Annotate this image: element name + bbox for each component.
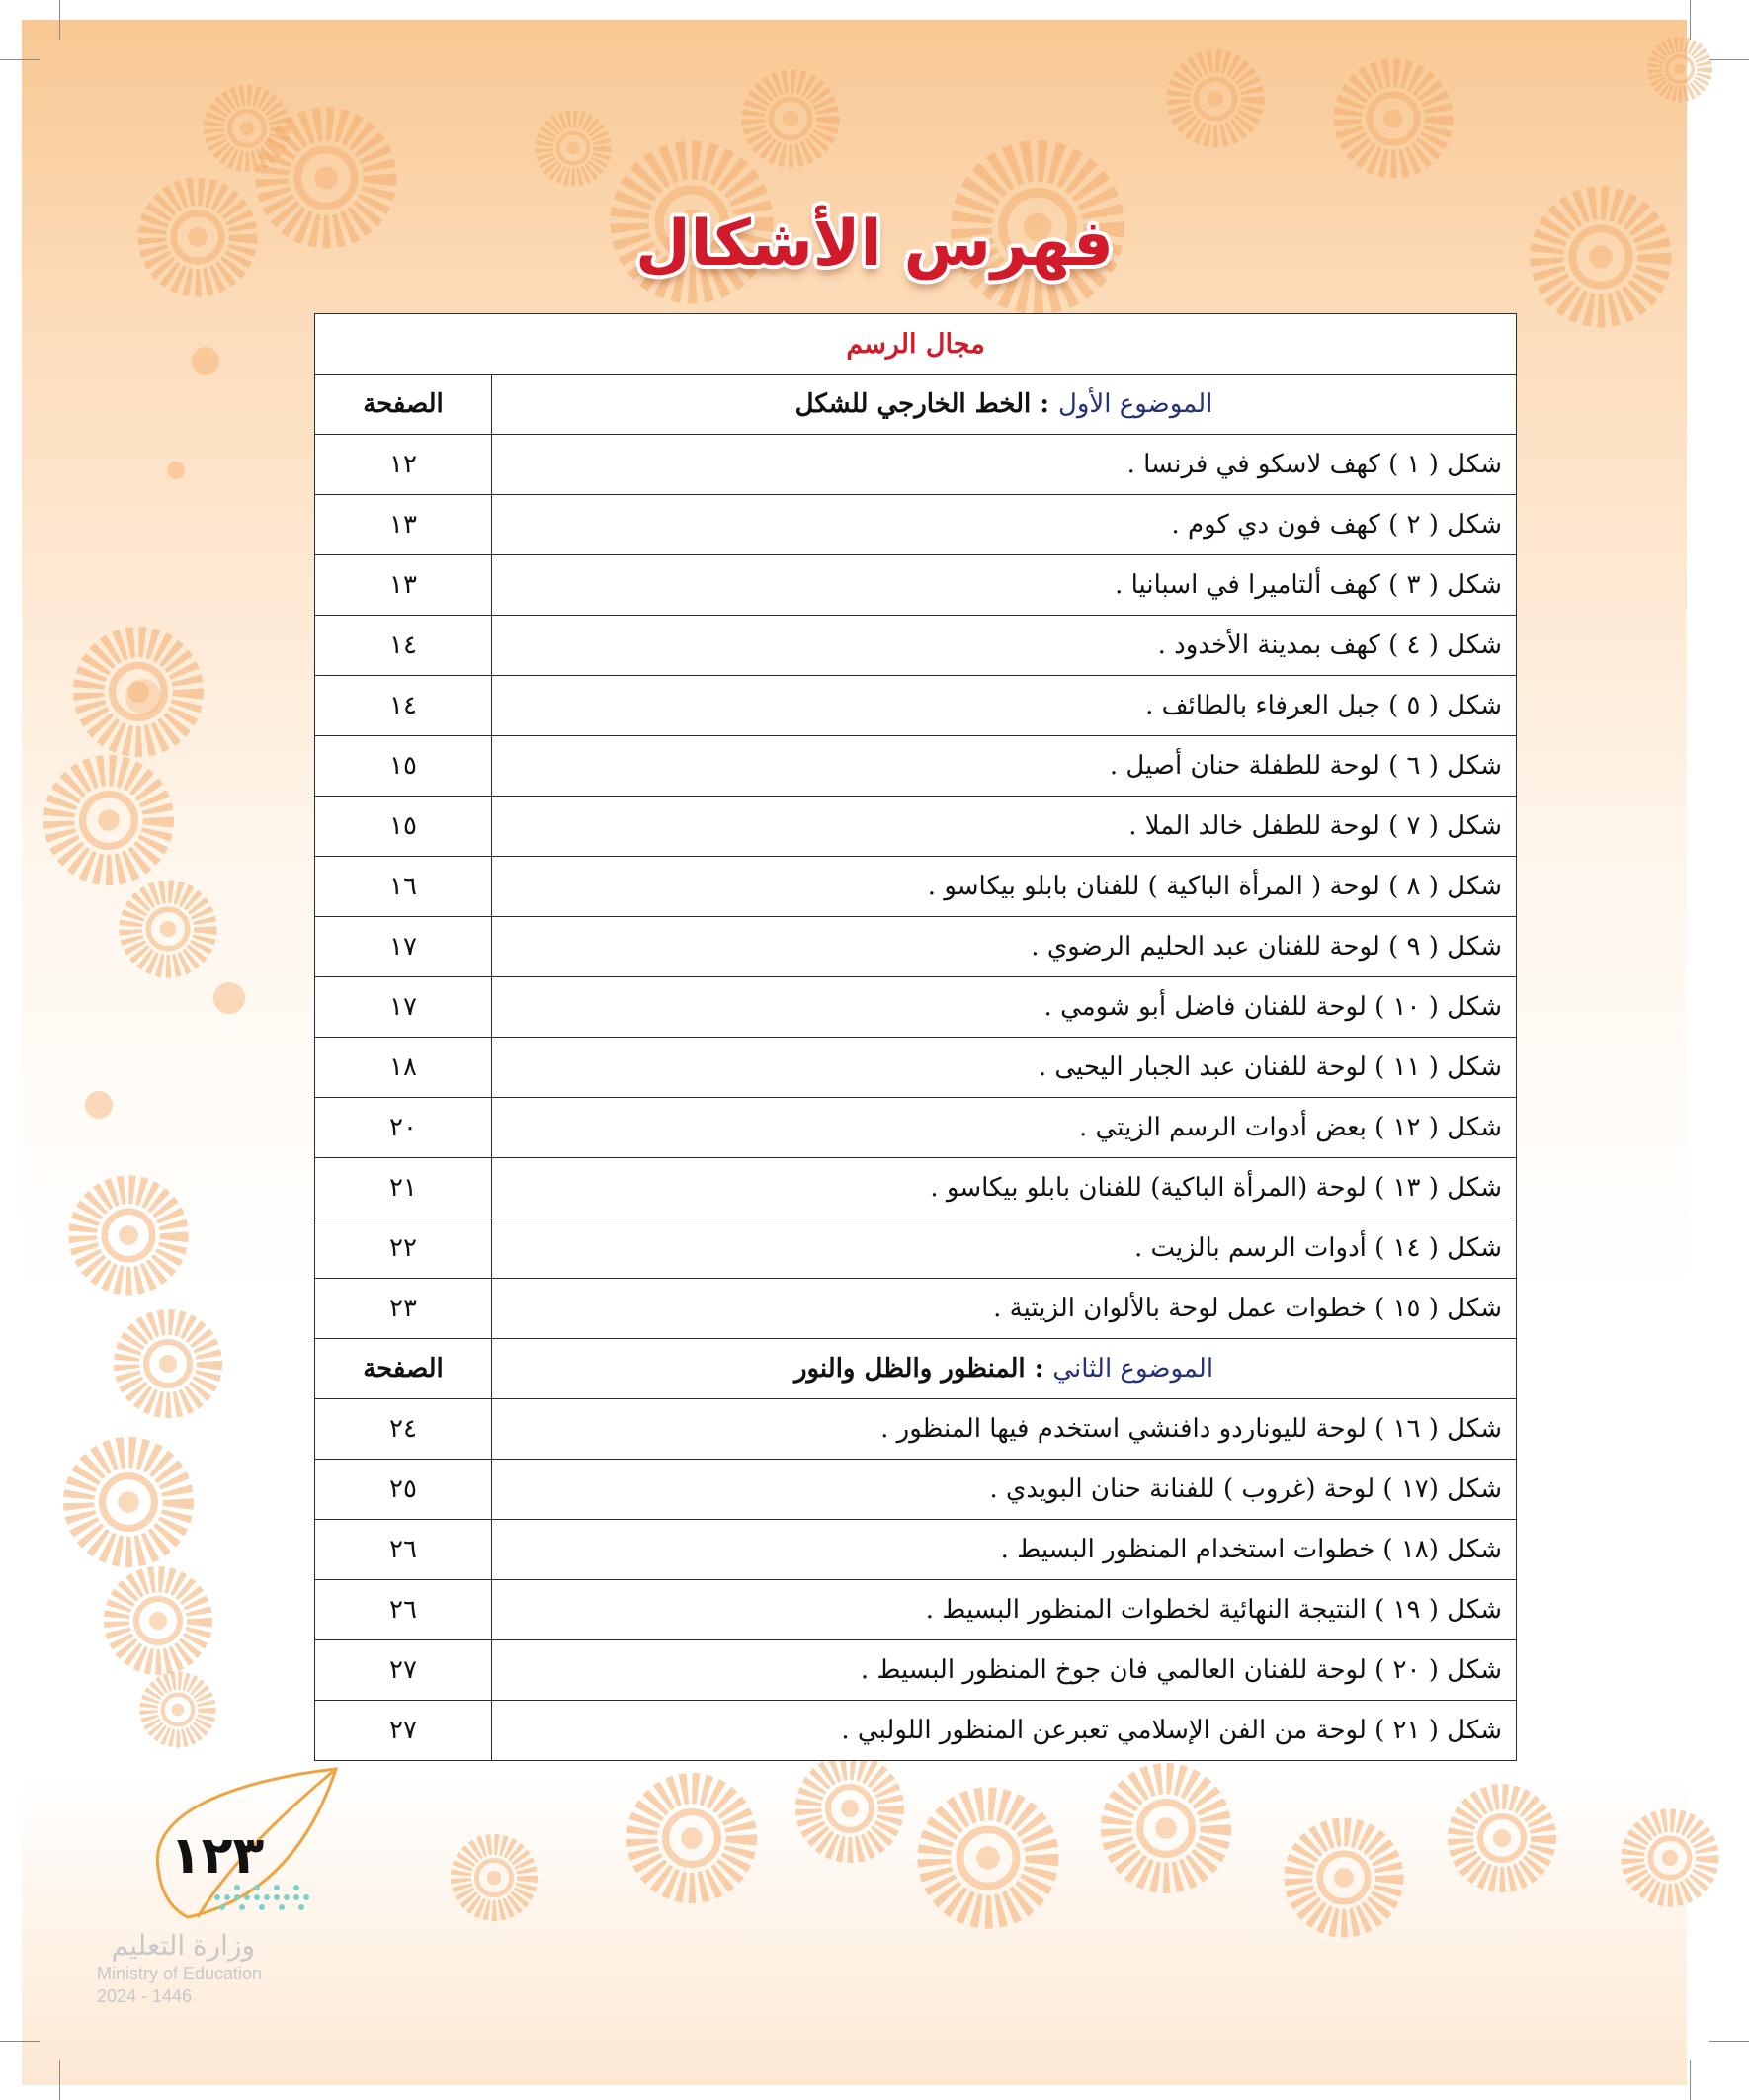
figure-page-number: ٢١ [315, 1158, 492, 1218]
figure-page-number: ١٥ [315, 736, 492, 797]
topic-prefix: الموضوع الأول [1057, 389, 1213, 419]
table-row [315, 1520, 1517, 1580]
figure-page-number: ٢٤ [315, 1399, 492, 1460]
figure-description: شكل ( ١٣ ) لوحة (المرأة الباكية) للفنان بابلو بيكاسو . [492, 1158, 1517, 1218]
figure-page-number: ٢٦ [315, 1580, 492, 1640]
figure-page-number: ١٦ [315, 857, 492, 917]
table-row [315, 1038, 1517, 1098]
domain-header-row [315, 314, 1517, 375]
figure-description: شكل ( ٢ ) كهف فون دي كوم . [492, 495, 1517, 555]
table-row [315, 1580, 1517, 1640]
table-row [315, 555, 1517, 616]
table-row [315, 797, 1517, 857]
figure-page-number: ٢٢ [315, 1218, 492, 1279]
table-row [315, 1158, 1517, 1218]
crop-mark [1690, 0, 1691, 40]
ministry-name-en: Ministry of Education [97, 1964, 263, 1983]
figure-description: شكل ( ٢٠ ) لوحة للفنان العالمي فان جوخ المنظور البسيط . [492, 1640, 1517, 1701]
table-row [315, 736, 1517, 797]
table-row [315, 616, 1517, 676]
figure-description: شكل ( ٧ ) لوحة للطفل خالد الملا . [492, 797, 1517, 857]
topic-header-row [315, 375, 1517, 435]
figure-description: شكل ( ١ ) كهف لاسكو في فرنسا . [492, 435, 1517, 495]
figure-description: شكل (١٧ ) لوحة (غروب ) للفنانة حنان البويدي . [492, 1460, 1517, 1520]
table-row [315, 857, 1517, 917]
figure-page-number: ١٥ [315, 797, 492, 857]
figure-description: شكل ( ٣ ) كهف ألتاميرا في اسبانيا . [492, 555, 1517, 616]
topic-name: المنظور والظل والنور [793, 1354, 1026, 1384]
figure-description: شكل ( ١١ ) لوحة للفنان عبد الجبار اليحيى . [492, 1038, 1517, 1098]
figure-page-number: ١٤ [315, 676, 492, 736]
table-row [315, 435, 1517, 495]
crop-mark [59, 0, 60, 40]
page-title: فهرس الأشكال [635, 208, 1114, 281]
figure-description: شكل ( ٢١ ) لوحة من الفن الإسلامي تعبرعن المنظور اللولبي . [492, 1701, 1517, 1761]
topic-prefix: الموضوع الثاني [1052, 1354, 1214, 1384]
ministry-name-ar: وزارة التعليم [111, 1930, 255, 1961]
table-row [315, 1279, 1517, 1339]
figure-description: شكل (١٨ ) خطوات استخدام المنظور البسيط . [492, 1520, 1517, 1580]
crop-mark [1709, 59, 1749, 60]
figure-page-number: ٢٧ [315, 1640, 492, 1701]
figure-description: شكل ( ١٥ ) خطوات عمل لوحة بالألوان الزيتية . [492, 1279, 1517, 1339]
table-row [315, 1399, 1517, 1460]
domain-header: مجال الرسم [315, 314, 1517, 375]
figure-description: شكل ( ٦ ) لوحة للطفلة حنان أصيل . [492, 736, 1517, 797]
figure-page-number: ٢٠ [315, 1098, 492, 1158]
figure-page-number: ٢٥ [315, 1460, 492, 1520]
table-row [315, 977, 1517, 1038]
figure-page-number: ١٣ [315, 555, 492, 616]
figure-page-number: ٢٦ [315, 1520, 492, 1580]
ministry-watermark [97, 1929, 262, 2007]
figure-description: شكل ( ١٤ ) أدوات الرسم بالزيت . [492, 1218, 1517, 1279]
page-column-header: الصفحة [315, 375, 492, 435]
figure-description: شكل ( ٨ ) لوحة ( المرأة الباكية ) للفنان بابلو بيكاسو . [492, 857, 1517, 917]
table-row [315, 1218, 1517, 1279]
table-row [315, 1098, 1517, 1158]
figure-description: شكل ( ٥ ) جبل العرفاء بالطائف . [492, 676, 1517, 736]
figure-description: شكل ( ٤ ) كهف بمدينة الأخدود . [492, 616, 1517, 676]
table-row [315, 917, 1517, 977]
figure-description: شكل ( ١٢ ) بعض أدوات الرسم الزيتي . [492, 1098, 1517, 1158]
table-row [315, 676, 1517, 736]
figure-description: شكل ( ٩ ) لوحة للفنان عبد الحليم الرضوي . [492, 917, 1517, 977]
ministry-year: 2024 - 1446 [97, 1986, 193, 2006]
crop-mark [1709, 2041, 1749, 2042]
figure-page-number: ١٢ [315, 435, 492, 495]
table-row [315, 1640, 1517, 1701]
crop-mark [0, 2041, 40, 2042]
table-row [315, 1460, 1517, 1520]
crop-mark [59, 2060, 60, 2100]
figure-page-number: ١٤ [315, 616, 492, 676]
figure-page-number: ١٨ [315, 1038, 492, 1098]
table-row [315, 1701, 1517, 1761]
figure-page-number: ١٧ [315, 977, 492, 1038]
topic-title: الموضوع الثاني : المنظور والظل والنور [492, 1339, 1517, 1399]
figure-description: شكل ( ١٠ ) لوحة للفنان فاضل أبو شومي . [492, 977, 1517, 1038]
page-column-header: الصفحة [315, 1339, 492, 1399]
table-body [315, 314, 1517, 1761]
page-number: ١٢٣ [170, 1826, 265, 1886]
topic-name: الخط الخارجي للشكل [794, 389, 1032, 419]
topic-header-row [315, 1339, 1517, 1399]
figure-page-number: ١٣ [315, 495, 492, 555]
crop-mark [0, 59, 40, 60]
figure-page-number: ١٧ [315, 917, 492, 977]
crop-mark [1690, 2060, 1691, 2100]
figure-page-number: ٢٧ [315, 1701, 492, 1761]
figures-index-table [314, 313, 1517, 1761]
table-row [315, 495, 1517, 555]
topic-title: الموضوع الأول : الخط الخارجي للشكل [492, 375, 1517, 435]
figure-description: شكل ( ١٦ ) لوحة لليوناردو دافنشي استخدم فيها المنظور . [492, 1399, 1517, 1460]
figure-description: شكل ( ١٩ ) النتيجة النهائية لخطوات المنظور البسيط . [492, 1580, 1517, 1640]
figure-page-number: ٢٣ [315, 1279, 492, 1339]
